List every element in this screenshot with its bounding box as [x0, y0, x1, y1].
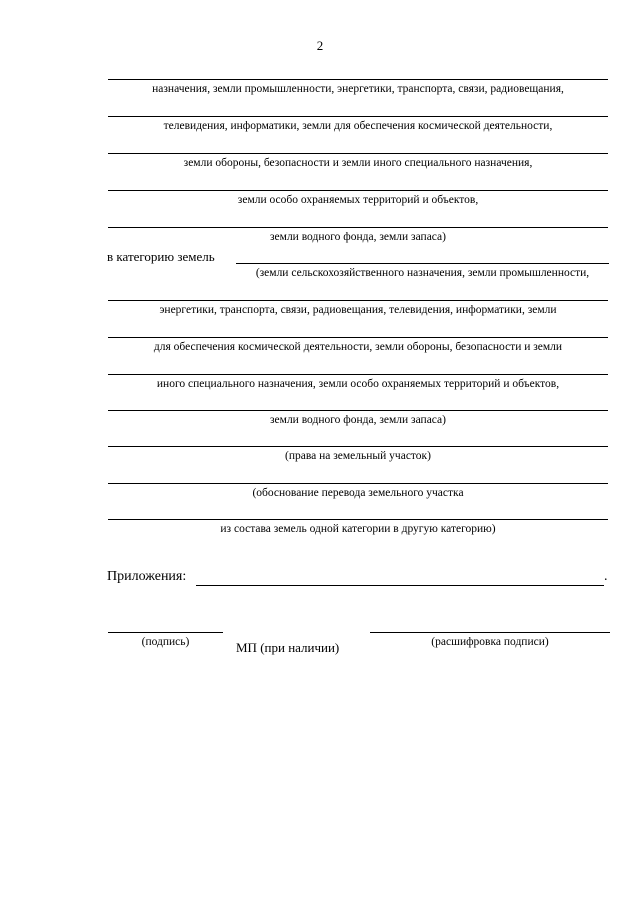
decryption-fill-line[interactable]	[370, 632, 610, 633]
purpose-caption-line-2: телевидения, информатики, земли для обеспечения космической деятельности,	[163, 120, 553, 132]
category-caption-line-2: энергетики, транспорта, связи, радиовещания, телевидения, информатики, земли	[159, 304, 557, 316]
attachments-label: Приложения:	[107, 569, 187, 584]
category-caption-line-5: земли водного фонда, земли запаса)	[270, 414, 446, 426]
purpose-caption-line-5: земли водного фонда, земли запаса)	[270, 231, 446, 243]
rights-fill-line[interactable]	[108, 446, 608, 447]
fill-line[interactable]	[108, 300, 608, 301]
fill-line[interactable]	[108, 337, 608, 338]
stamp-caption: МП (при наличии)	[236, 640, 340, 655]
fill-line[interactable]	[108, 190, 608, 191]
justification-caption-line-1: (обоснование перевода земельного участка	[252, 487, 464, 499]
fill-line[interactable]	[108, 410, 608, 411]
category-caption-line-3: для обеспечения космической деятельности, земли обороны, безопасности и земли	[153, 341, 563, 353]
fill-line[interactable]	[108, 227, 608, 228]
attachments-end-mark: .	[604, 569, 608, 584]
category-caption-line-1: (земли сельскохозяйственного назначения, земли промышленности,	[255, 267, 590, 279]
justification-fill-line[interactable]	[108, 483, 608, 484]
rights-caption: (права на земельный участок)	[285, 450, 431, 462]
fill-line[interactable]	[108, 116, 608, 117]
category-label: в категорию земель	[107, 249, 215, 264]
category-caption-line-4: иного специального назначения, земли особо охраняемых территорий и объектов,	[156, 378, 560, 390]
page-number: 2	[316, 38, 324, 53]
fill-line[interactable]	[108, 519, 608, 520]
category-fill-line[interactable]	[236, 263, 609, 264]
decryption-caption: (расшифровка подписи)	[431, 636, 549, 648]
purpose-caption-line-3: земли обороны, безопасности и земли иного специального назначения,	[183, 157, 533, 169]
fill-line[interactable]	[108, 374, 608, 375]
justification-caption-line-2: из состава земель одной категории в другую категорию)	[220, 523, 496, 535]
fill-line[interactable]	[108, 153, 608, 154]
signature-fill-line[interactable]	[108, 632, 223, 633]
purpose-caption-line-4: земли особо охраняемых территорий и объектов,	[237, 194, 479, 206]
attachments-fill-line[interactable]	[196, 585, 604, 586]
fill-line[interactable]	[108, 79, 608, 80]
signature-caption: (подпись)	[141, 636, 190, 648]
purpose-caption-line-1: назначения, земли промышленности, энергетики, транспорта, связи, радиовещания,	[152, 83, 564, 95]
